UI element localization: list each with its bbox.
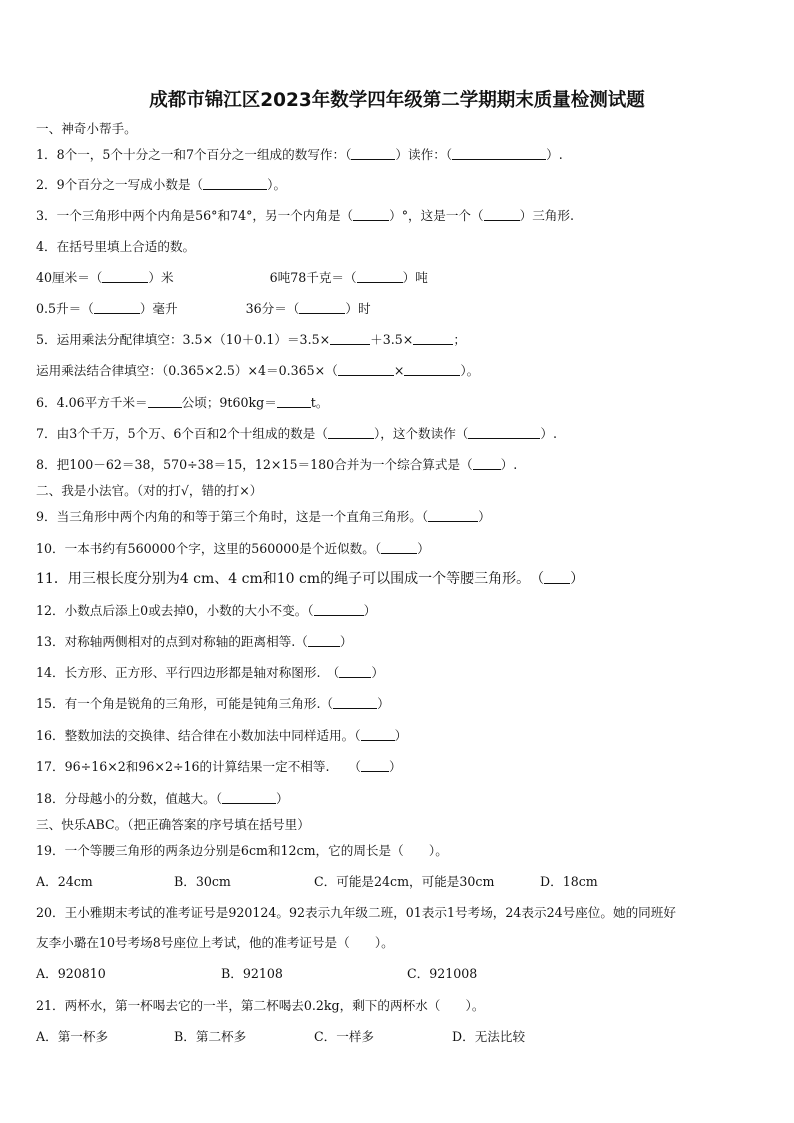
answer-blank[interactable] bbox=[484, 209, 520, 221]
option-a[interactable]: A．920810 bbox=[36, 966, 106, 981]
question-21-options bbox=[36, 1029, 525, 1045]
section-heading-3: 三、快乐ABC。（把正确答案的序号填在括号里） bbox=[36, 817, 310, 832]
answer-blank[interactable] bbox=[357, 271, 403, 283]
question-20-line-2: 友李小璐在10号考场8号座位上考试，他的准考证号是（ ）。 bbox=[36, 935, 394, 950]
option-d[interactable]: D．无法比较 bbox=[452, 1029, 526, 1044]
question-18: 18．分母越小的分数，值越大。（ ） bbox=[36, 791, 289, 806]
question-21: 21．两杯水，第一杯喝去它的一半，第二杯喝去0.2kg，剩下的两杯水（ ）。 bbox=[36, 998, 485, 1013]
question-10: 10．一本书约有560000个字，这里的560000是个近似数。（ ） bbox=[36, 541, 430, 556]
section-heading-2: 二、我是小法官。（对的打√，错的打×） bbox=[36, 483, 263, 498]
question-19-options bbox=[36, 874, 598, 890]
answer-blank[interactable] bbox=[203, 178, 267, 190]
question-11: 11．用三根长度分别为4 cm、4 cm和10 cm的绳子可以围成一个等腰三角形。 （ ） bbox=[36, 571, 585, 587]
answer-blank[interactable] bbox=[413, 333, 453, 345]
question-5: 5．运用乘法分配律填空：3.5×（10＋0.1）＝3.5× ＋3.5× ； bbox=[36, 332, 466, 347]
answer-blank[interactable] bbox=[544, 572, 570, 584]
answer-blank[interactable] bbox=[299, 302, 345, 314]
answer-blank[interactable] bbox=[94, 302, 140, 314]
question-9: 9．当三角形中两个内角的和等于第三个角时，这是一个直角三角形。（ ） bbox=[36, 509, 491, 524]
option-c[interactable]: C．可能是24cm，可能是30cm bbox=[314, 874, 495, 889]
option-b[interactable]: B．第二杯多 bbox=[174, 1029, 247, 1044]
question-7: 7．由3个千万，5个万、6个百和2个十组成的数是（ ），这个数读作（ ）. bbox=[36, 426, 558, 441]
answer-blank[interactable] bbox=[468, 427, 540, 439]
answer-blank[interactable] bbox=[353, 209, 389, 221]
answer-blank[interactable] bbox=[361, 760, 389, 772]
option-d[interactable]: D．18cm bbox=[540, 874, 598, 889]
question-15: 15．有一个角是锐角的三角形，可能是钝角三角形.（ ） bbox=[36, 696, 390, 711]
option-b[interactable]: B．92108 bbox=[221, 966, 283, 981]
answer-blank[interactable] bbox=[148, 396, 182, 408]
answer-blank[interactable] bbox=[473, 458, 501, 470]
answer-blank[interactable] bbox=[338, 364, 394, 376]
answer-blank[interactable] bbox=[351, 148, 395, 160]
question-8: 8．把100－62＝38，570÷38＝15，12×15＝180合并为一个综合算式是（ ）. bbox=[36, 457, 518, 472]
question-6: 6．4.06平方千米＝ 公顷；9t60kg＝ t。 bbox=[36, 395, 329, 410]
option-c[interactable]: C．一样多 bbox=[314, 1029, 375, 1044]
option-a[interactable]: A．第一杯多 bbox=[36, 1029, 109, 1044]
question-19: 19．一个等腰三角形的两条边分别是6cm和12cm，它的周长是（ ）。 bbox=[36, 843, 448, 858]
question-14: 14．长方形、正方形、平行四边形都是轴对称图形. （ ） bbox=[36, 665, 384, 680]
answer-blank[interactable] bbox=[308, 635, 340, 647]
question-20: 20．王小雅期末考试的准考证号是920124。92表示九年级二班，01表示1号考场，24表示24号座位。她的同班好 bbox=[36, 905, 676, 920]
question-2: 2．9个百分之一写成小数是（ ）。 bbox=[36, 177, 287, 192]
option-c[interactable]: C．921008 bbox=[407, 966, 478, 981]
question-4-row-2: 0.5升＝（ ）毫升 36分＝（ ）时 bbox=[36, 301, 371, 316]
question-17: 17．96÷16×2和96×2÷16的计算结果一定不相等. （ ） bbox=[36, 759, 402, 774]
answer-blank[interactable] bbox=[328, 427, 374, 439]
answer-blank[interactable] bbox=[428, 510, 478, 522]
answer-blank[interactable] bbox=[222, 792, 276, 804]
question-4: 4．在括号里填上合适的数。 bbox=[36, 239, 196, 254]
answer-blank[interactable] bbox=[381, 542, 417, 554]
answer-blank[interactable] bbox=[333, 697, 377, 709]
answer-blank[interactable] bbox=[314, 604, 364, 616]
option-a[interactable]: A．24cm bbox=[36, 874, 93, 889]
question-4-row-1: 40厘米＝（ ）米 6吨78千克＝（ ）吨 bbox=[36, 270, 428, 285]
answer-blank[interactable] bbox=[452, 148, 546, 160]
answer-blank[interactable] bbox=[361, 729, 395, 741]
question-13: 13．对称轴两侧相对的点到对称轴的距离相等.（ ） bbox=[36, 634, 353, 649]
question-16: 16．整数加法的交换律、结合律在小数加法中同样适用。（ ） bbox=[36, 728, 408, 743]
page-title: 成都市锦江区2023年数学四年级第二学期期末质量检测试题 bbox=[149, 90, 645, 111]
answer-blank[interactable] bbox=[102, 271, 148, 283]
answer-blank[interactable] bbox=[330, 333, 370, 345]
answer-blank[interactable] bbox=[339, 666, 371, 678]
question-3: 3．一个三角形中两个内角是56°和74°，另一个内角是（ ）°，这是一个（ ）三角形. bbox=[36, 208, 574, 223]
section-heading-1: 一、神奇小帮手。 bbox=[36, 121, 137, 136]
option-b[interactable]: B．30cm bbox=[174, 874, 231, 889]
question-12: 12．小数点后添上0或去掉0，小数的大小不变。（ ） bbox=[36, 603, 377, 618]
question-5-line-2: 运用乘法结合律填空：（0.365×2.5）×4＝0.365×（ × ）。 bbox=[36, 363, 480, 378]
answer-blank[interactable] bbox=[277, 396, 311, 408]
answer-blank[interactable] bbox=[404, 364, 460, 376]
question-20-options bbox=[36, 966, 477, 982]
question-1: 1．8个一，5个十分之一和7个百分之一组成的数写作：（ ）读作：（ ）. bbox=[36, 147, 563, 162]
